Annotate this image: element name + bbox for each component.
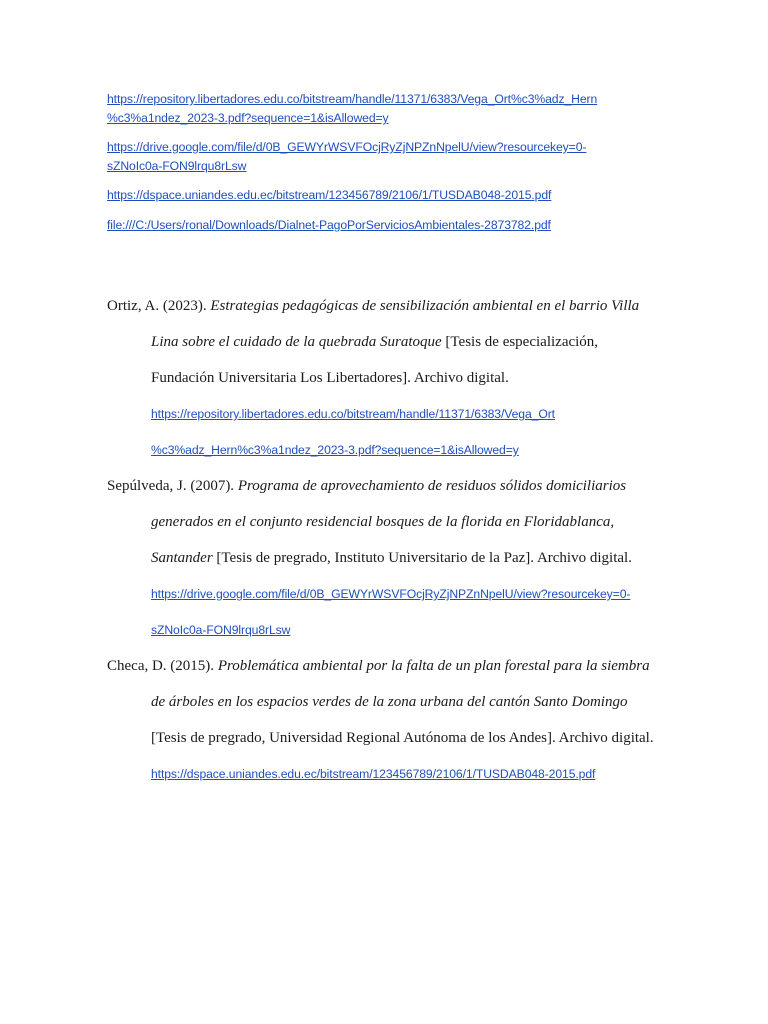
url-link-line: https://dspace.uniandes.edu.ec/bitstream/123456789/2106/1/TUSDAB048-2015.pdf [107, 188, 552, 202]
reference-line [107, 540, 667, 576]
url-link-line: %c3%a1ndez_2023-3.pdf?sequence=1&isAllowed=y [107, 111, 389, 125]
url-link-line: sZNoIc0a-FON9lrqu8rLsw [107, 159, 247, 173]
reference-description: [Tesis de pregrado, Instituto Universitario de la Paz]. Archivo digital. [212, 550, 632, 566]
reference-title: Estrategias pedagógicas de sensibilización ambiental en el barrio Villa [210, 298, 640, 314]
url-link-line: file:///C:/Users/ronal/Downloads/Dialnet-PagoPorServiciosAmbientales-2873782.pdf [107, 218, 551, 232]
url-link-line: https://drive.google.com/file/d/0B_GEWYrWSVFOcjRyZjNPZnNpelU/view?resourcekey=0- [107, 140, 587, 154]
reference-title: generados en el conjunto residencial bosques de la florida en Floridablanca, [151, 514, 615, 530]
reference-entry-ortiz [107, 288, 667, 468]
reference-link-line [107, 396, 667, 432]
reference-title: Programa de aprovechamiento de residuos sólidos domiciliarios [237, 478, 627, 494]
reference-author: Sepúlveda, J. (2007). [107, 478, 238, 494]
reference-author: Ortiz, A. (2023). [107, 298, 211, 314]
reference-description: Fundación Universitaria Los Libertadores]. Archivo digital. [151, 370, 509, 386]
reference-link[interactable]: https://repository.libertadores.edu.co/bitstream/handle/11371/6383/Vega_Ort [151, 407, 555, 421]
reference-link-line [107, 432, 667, 468]
reference-title: Lina sobre el cuidado de la quebrada Suratoque [151, 334, 442, 350]
reference-line [107, 504, 667, 540]
reference-entry-checa [107, 648, 667, 792]
reference-line [107, 288, 667, 324]
reference-line [107, 648, 667, 684]
url-link-line: https://repository.libertadores.edu.co/bitstream/handle/11371/6383/Vega_Ort%c3%adz_Hern [107, 92, 598, 106]
url-link-local-file[interactable] [107, 216, 551, 235]
reference-description: [Tesis de pregrado, Universidad Regional Autónoma de los Andes]. Archivo digital. [151, 730, 654, 746]
reference-title: Santander [151, 550, 213, 566]
url-link-repository[interactable] [107, 90, 597, 128]
reference-entry-sepulveda [107, 468, 667, 648]
reference-link-line [107, 576, 667, 612]
reference-title: Problemática ambiental por la falta de un plan forestal para la siembra [217, 658, 650, 674]
url-link-drive[interactable] [107, 138, 586, 176]
reference-line [107, 684, 667, 720]
reference-link[interactable]: https://dspace.uniandes.edu.ec/bitstream/123456789/2106/1/TUSDAB048-2015.pdf [151, 767, 596, 781]
reference-link[interactable]: sZNoIc0a-FON9lrqu8rLsw [151, 623, 291, 637]
reference-list [107, 288, 667, 792]
reference-link[interactable]: https://drive.google.com/file/d/0B_GEWYrWSVFOcjRyZjNPZnNpelU/view?resourcekey=0- [151, 587, 631, 601]
reference-line [107, 468, 667, 504]
url-link-dspace[interactable] [107, 186, 551, 205]
reference-link-line [107, 756, 667, 792]
reference-title: de árboles en los espacios verdes de la zona urbana del cantón Santo Domingo [151, 694, 628, 710]
reference-line [107, 324, 667, 360]
reference-link-line [107, 612, 667, 648]
reference-link[interactable]: %c3%adz_Hern%c3%a1ndez_2023-3.pdf?sequence=1&isAllowed=y [151, 443, 519, 457]
reference-author: Checa, D. (2015). [107, 658, 218, 674]
reference-description: [Tesis de especialización, [441, 334, 599, 350]
